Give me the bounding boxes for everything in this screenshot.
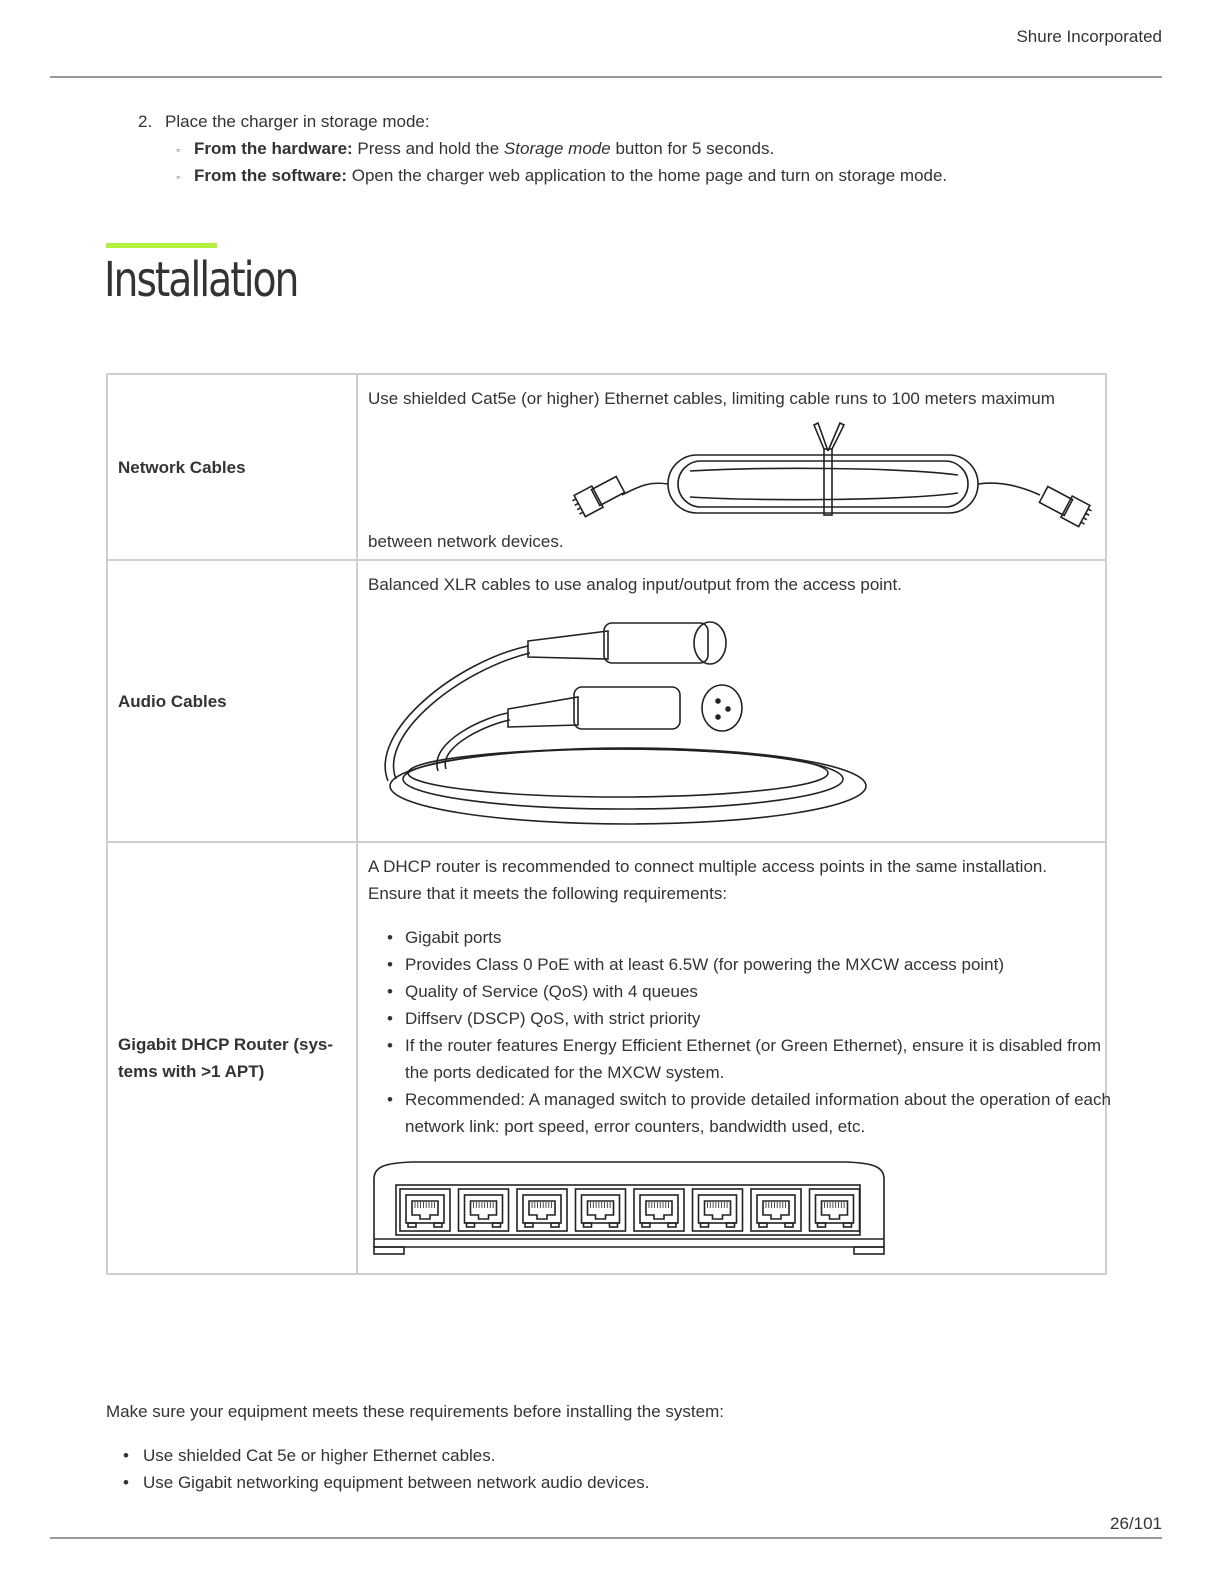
sub-item-text: Press and hold the (352, 139, 504, 158)
row-label-line-2: tems with >1 APT) (118, 1062, 265, 1081)
table-row-router (107, 842, 1106, 1274)
requirements-table (106, 373, 1111, 1275)
row-label-line-1: Gigabit DHCP Router (sys- (118, 1035, 334, 1054)
row-content-cell (357, 374, 1106, 560)
list-item: • Provides Class 0 PoE with at least 6.5W (for powering the MXCW access point) (387, 955, 1005, 974)
ethernet-cable-icon (578, 419, 1098, 539)
footer-rule (50, 1537, 1162, 1539)
list-item: • Diffserv (DSCP) QoS, with strict priority (387, 1009, 701, 1028)
header-rule (50, 76, 1162, 78)
xlr-cable-icon (368, 601, 888, 836)
row-label-cell (107, 842, 357, 1274)
sub-item-bold: From the hardware: (194, 139, 353, 158)
network-text-bottom: between network devices. (368, 532, 564, 551)
section-title: Installation (104, 252, 298, 308)
router-text-line-2: Ensure that it meets the following requirements: (368, 884, 728, 903)
sub-item-hardware (176, 135, 774, 164)
ethernet-port-icon (634, 1189, 684, 1231)
row-label: Network Cables (118, 457, 246, 477)
network-text-top: Use shielded Cat5e (or higher) Ethernet cables, limiting cable runs to 100 meters maximum (368, 389, 1055, 408)
router-text-line-1: A DHCP router is recommended to connect multiple access points in the same installation. (368, 857, 1048, 876)
list-item: • Gigabit ports (387, 928, 502, 947)
ethernet-port-icon (810, 1189, 860, 1231)
step-number: 2. (138, 112, 153, 131)
row-label: Audio Cables (118, 691, 227, 711)
list-item: • Quality of Service (QoS) with 4 queues (387, 982, 698, 1001)
sub-item-bold: From the software: (194, 166, 348, 185)
step-text: Place the charger in storage mode: (165, 112, 430, 131)
ethernet-port-icon (400, 1189, 450, 1231)
header-company: Shure Incorporated (1016, 27, 1162, 46)
sub-item-text: Open the charger web application to the home page and turn on storage mode. (347, 166, 948, 185)
sub-item-italic: Storage mode (503, 139, 611, 158)
sub-item-text-end: button for 5 seconds. (610, 139, 775, 158)
list-item: • Recommended: A managed switch to provide detailed information about the operation of each network link: port speed, error counters, bandwidth used, etc. (387, 1090, 1111, 1136)
table-row-audio (107, 560, 1106, 842)
ethernet-port-icon (693, 1189, 743, 1231)
row-label-cell (107, 374, 357, 560)
row-content-cell (357, 560, 1106, 842)
list-item: • Use shielded Cat 5e or higher Ethernet cables. (123, 1446, 496, 1465)
row-label-cell (107, 560, 357, 842)
page-number: 26/101 (1110, 1514, 1162, 1533)
circle-bullet-icon: ◦ (176, 170, 181, 184)
list-item: • If the router features Energy Efficient Ethernet (or Green Ethernet), ensure it is disabled from the ports dedicated for the MXCW system. (387, 1036, 1102, 1082)
list-item: • Use Gigabit networking equipment between network audio devices. (123, 1473, 650, 1492)
audio-text: Balanced XLR cables to use analog input/output from the access point. (368, 575, 902, 594)
requirements-intro: Make sure your equipment meets these requirements before installing the system: (106, 1402, 724, 1421)
circle-bullet-icon: ◦ (176, 143, 181, 157)
table-row-network (107, 374, 1106, 560)
row-content-cell (357, 842, 1111, 1274)
sub-item-software (176, 162, 947, 191)
ethernet-port-icon (459, 1189, 509, 1231)
ethernet-port-icon (517, 1189, 567, 1231)
ethernet-port-icon (751, 1189, 801, 1231)
ethernet-port-icon (576, 1189, 626, 1231)
section-accent-bar (106, 243, 217, 248)
network-switch-icon (372, 1159, 886, 1259)
requirements-list (123, 1442, 650, 1496)
